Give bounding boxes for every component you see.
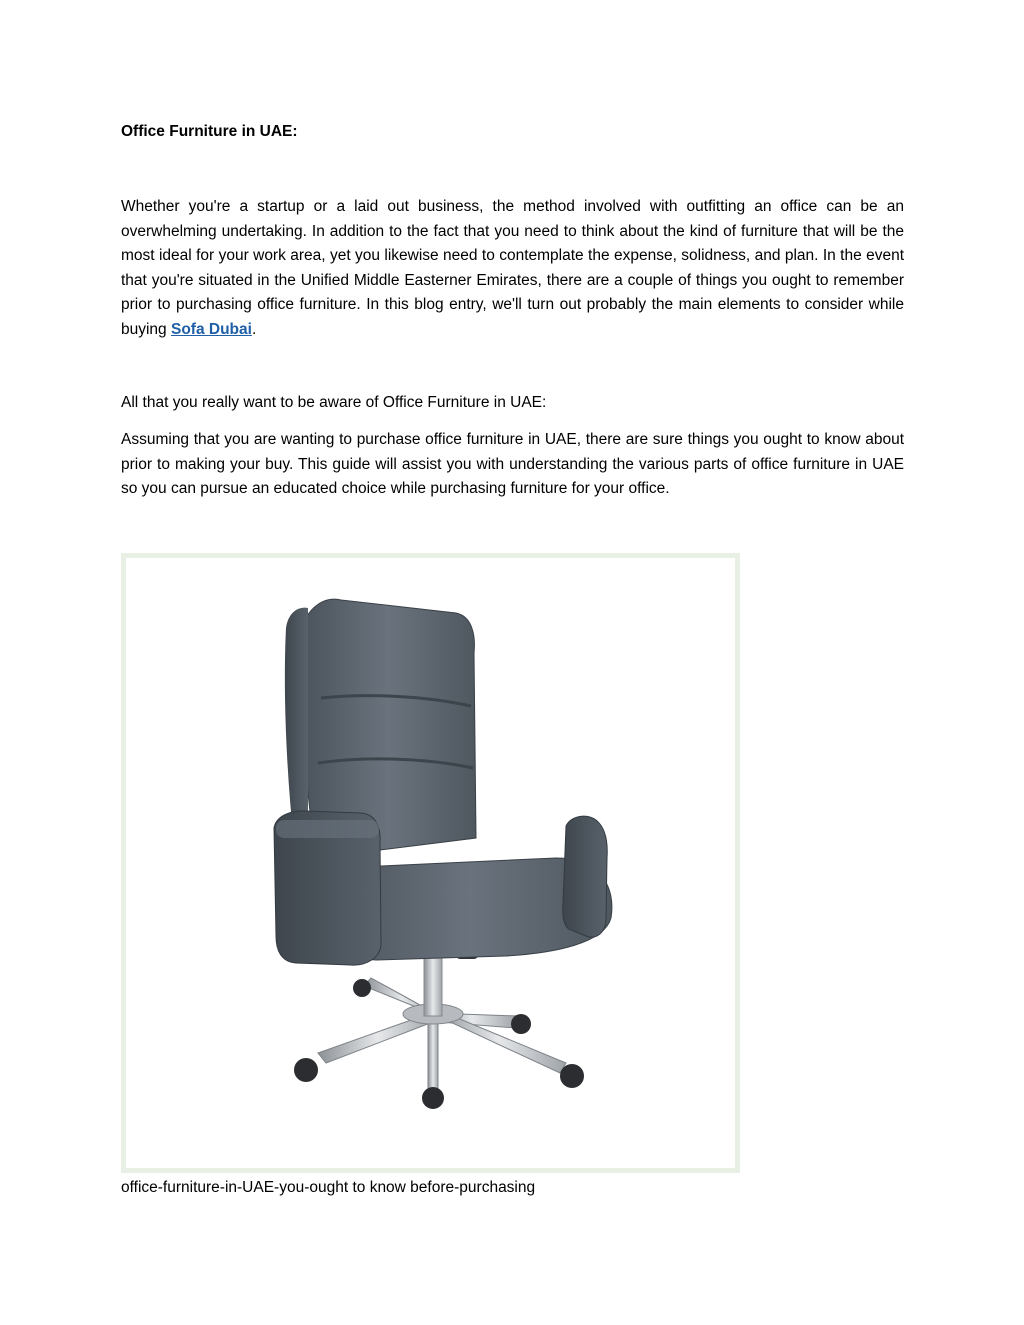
section-paragraph: Assuming that you are wanting to purchase office furniture in UAE, there are sure things you ought to know about prior to making your buy. This guide will assist you with understanding the various parts of office furniture in UAE so you can pursue an educated choice while purchasing furniture for your office. xyxy=(121,431,904,497)
page-title: Office Furniture in UAE: xyxy=(121,123,298,140)
document-page xyxy=(121,0,904,1325)
office-chair-image xyxy=(121,553,740,1173)
intro-paragraph xyxy=(121,195,904,342)
section-heading: All that you really want to be aware of Office Furniture in UAE: xyxy=(121,394,547,411)
image-caption: office-furniture-in-UAE-you-ought to know before-purchasing xyxy=(121,1179,536,1196)
sofa-dubai-link[interactable]: Sofa Dubai xyxy=(170,320,252,338)
intro-end: . xyxy=(251,320,257,338)
intro-text: Whether you're a startup or a laid out business, the method involved with outfitting an office can be an overwhelming undertaking. In addition to the fact that you need to think about the kind of furniture that will be the most ideal for your work area, yet you likewise need to contemplate the expense, solidness, and plan. In the event that you're situated in the Unified Middle Easterner Emirates, there are a couple of things you ought to remember prior to purchasing office furniture. In this blog entry, we'll turn out probably the main elements to consider while buying xyxy=(121,198,904,338)
